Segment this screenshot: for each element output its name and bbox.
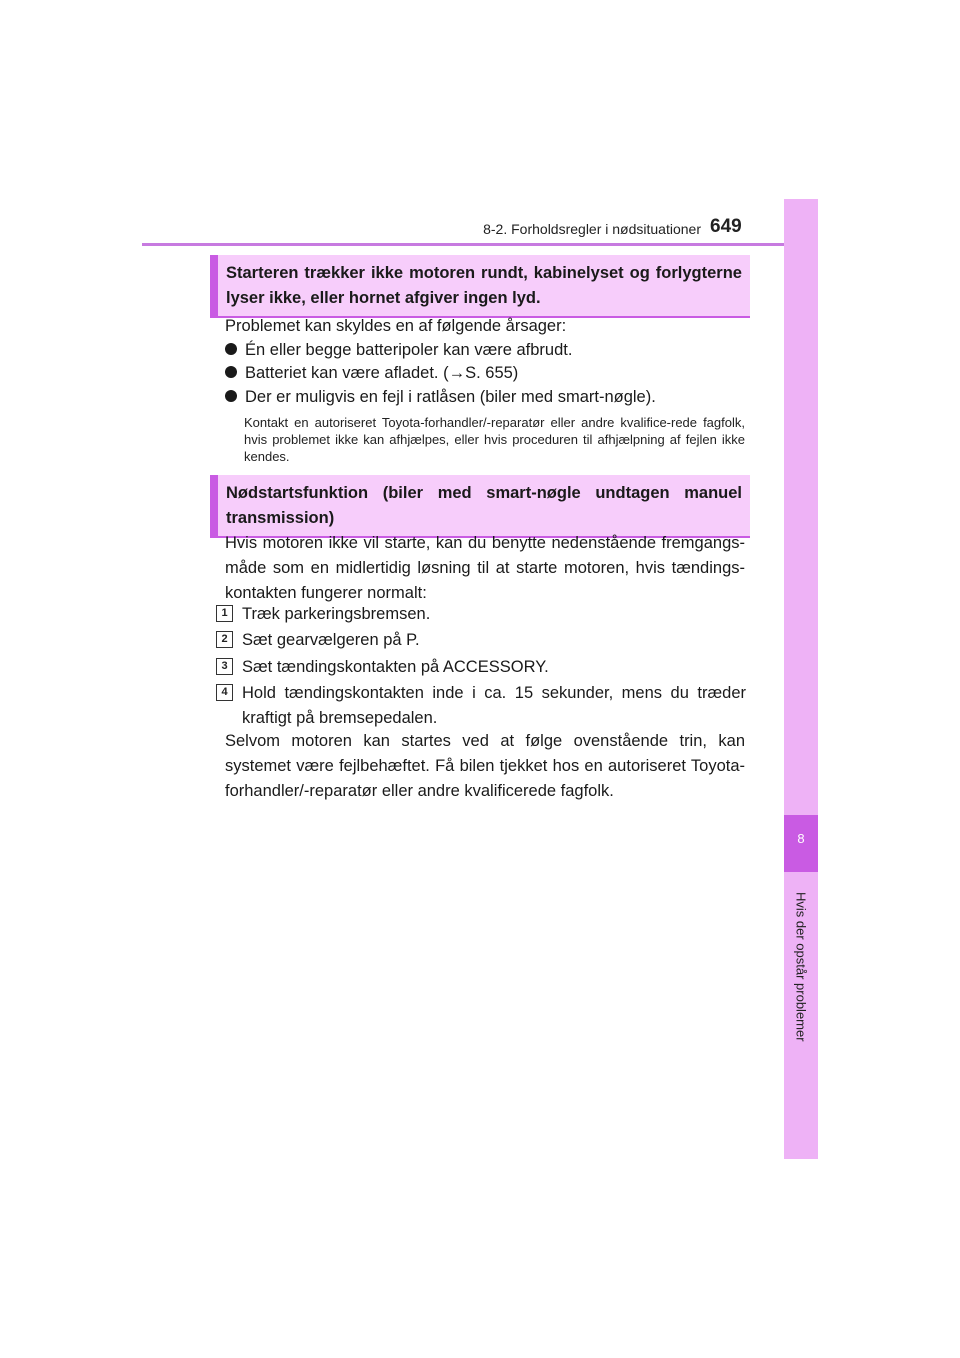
step-text: Sæt gearvælgeren på P.: [242, 631, 420, 649]
section1-intro: Problemet kan skyldes en af følgende årsager:: [225, 317, 567, 335]
bullet-dot-icon: [225, 343, 237, 355]
step-number-badge: 2: [216, 631, 233, 648]
header-divider: [142, 243, 818, 246]
step-item: [216, 628, 746, 653]
step-item: [216, 655, 746, 680]
section-heading-text: Starteren trækker ikke motoren rundt, kabinelyset og forlygterne lyser ikke, eller hornet afgiver ingen lyd.: [226, 264, 742, 307]
bullet-dot-icon: [225, 366, 237, 378]
section-heading-text: Nødstartsfunktion (biler med smart-nøgle undtagen manuel transmission): [226, 484, 742, 527]
section2-closing: Selvom motoren kan startes ved at følge ovenstående trin, kan systemet være fejlbehæftet. Få bilen tjekket hos en autoriseret Toyota-forhandler/-reparatør eller andre kvalificerede fagfolk.: [225, 732, 745, 800]
section1-note: Kontakt en autoriseret Toyota-forhandler/-reparatør eller andre kvalifice-rede fagfolk, hvis problemet ikke kan afhjælpes, eller hvis proceduren til afhjælpning af fejlen ikke kendes.: [244, 415, 745, 464]
step-number-badge: 1: [216, 605, 233, 622]
section-heading-emergency-start: [210, 475, 750, 538]
header-section-title: 8-2. Forholdsregler i nødsituationer: [483, 221, 701, 237]
section2-intro: Hvis motoren ikke vil starte, kan du benytte nedenstående fremgangs-måde som en midlertidig løsning til at starte motoren, hvis tændings-kontakten fungerer normalt:: [225, 534, 745, 602]
bullet-dot-icon: [225, 390, 237, 402]
section-heading-starter: [210, 255, 750, 318]
bullet-text: Der er muligvis en fejl i ratlåsen (biler med smart-nøgle).: [245, 388, 656, 406]
step-item: [216, 602, 746, 627]
step-number-badge: 3: [216, 658, 233, 675]
chapter-side-label: [784, 882, 818, 1052]
page-number: 649: [710, 216, 742, 237]
step-number-badge: 4: [216, 684, 233, 701]
bullet-text: Én eller begge batteripoler kan være afbrudt.: [245, 341, 573, 359]
step-text: Sæt tændingskontakten på ACCESSORY.: [242, 658, 549, 676]
step-text: Hold tændingskontakten inde i ca. 15 sekunder, mens du træder kraftigt på bremsepedalen.: [242, 684, 746, 727]
step-item: [216, 681, 746, 731]
bullet-item: [225, 361, 745, 386]
step-text: Træk parkeringsbremsen.: [242, 605, 431, 623]
bullet-text: Batteriet kan være afladet. (→S. 655): [245, 364, 519, 382]
bullet-item: [225, 338, 745, 363]
bullet-item: [225, 385, 745, 410]
chapter-title: Hvis der opstår problemer: [793, 892, 809, 1042]
chapter-number-badge: 8: [784, 815, 818, 872]
